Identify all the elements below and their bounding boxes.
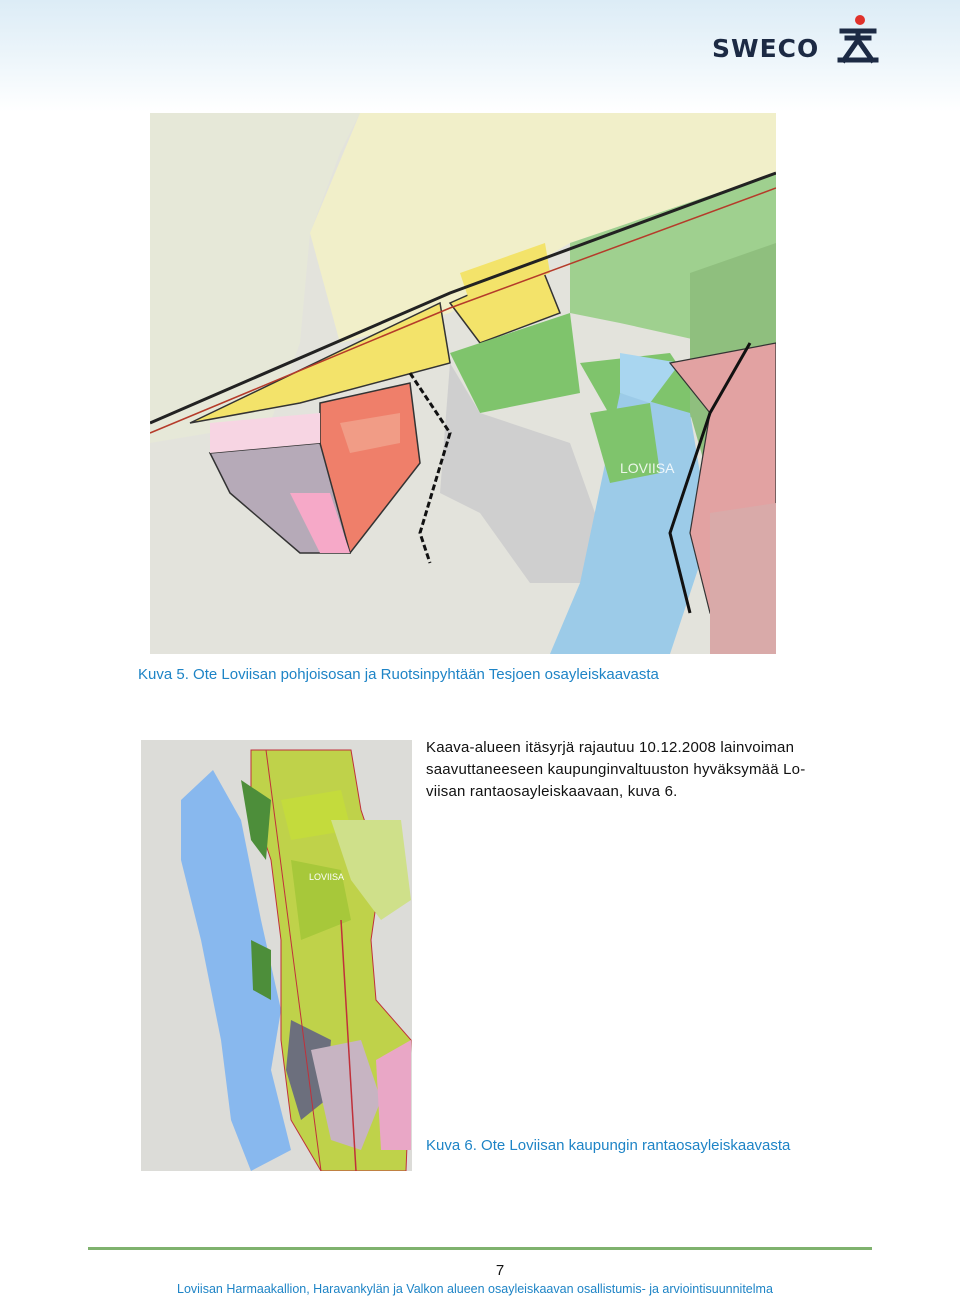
paragraph-line: saavuttaneeseen kaupunginvaltuuston hyväksymää Lo- [426, 761, 806, 778]
figure-caption-kuva-5: Kuva 5. Ote Loviisan pohjoisosan ja Ruotsinpyhtään Tesjoen osayleiskaavasta [138, 666, 659, 683]
svg-text:LOVIISA: LOVIISA [620, 460, 675, 476]
footer-rule [88, 1247, 872, 1250]
paragraph-line: Kaava-alueen itäsyrjä rajautuu 10.12.2008 lainvoiman [426, 739, 795, 756]
page-number: 7 [495, 1262, 505, 1279]
figure-caption-kuva-6: Kuva 6. Ote Loviisan kaupungin rantaosayleiskaavasta [426, 1137, 791, 1154]
footer-document-title: Loviisan Harmaakallion, Haravankylän ja Valkon alueen osayleiskaavan osallistumis- ja arviointisuunnitelma [177, 1282, 773, 1296]
sweco-logo-mark-icon [834, 14, 882, 66]
body-paragraph [426, 737, 856, 803]
map-loviisa-shore-plan [141, 740, 412, 1171]
sweco-logo [712, 14, 882, 70]
paragraph-line: viisan rantaosayleiskaavaan, kuva 6. [426, 783, 678, 800]
svg-text:LOVIISA: LOVIISA [309, 872, 345, 882]
map-loviisa-tesjoki-plan [150, 113, 776, 654]
logo-text: SWECO [712, 34, 820, 63]
